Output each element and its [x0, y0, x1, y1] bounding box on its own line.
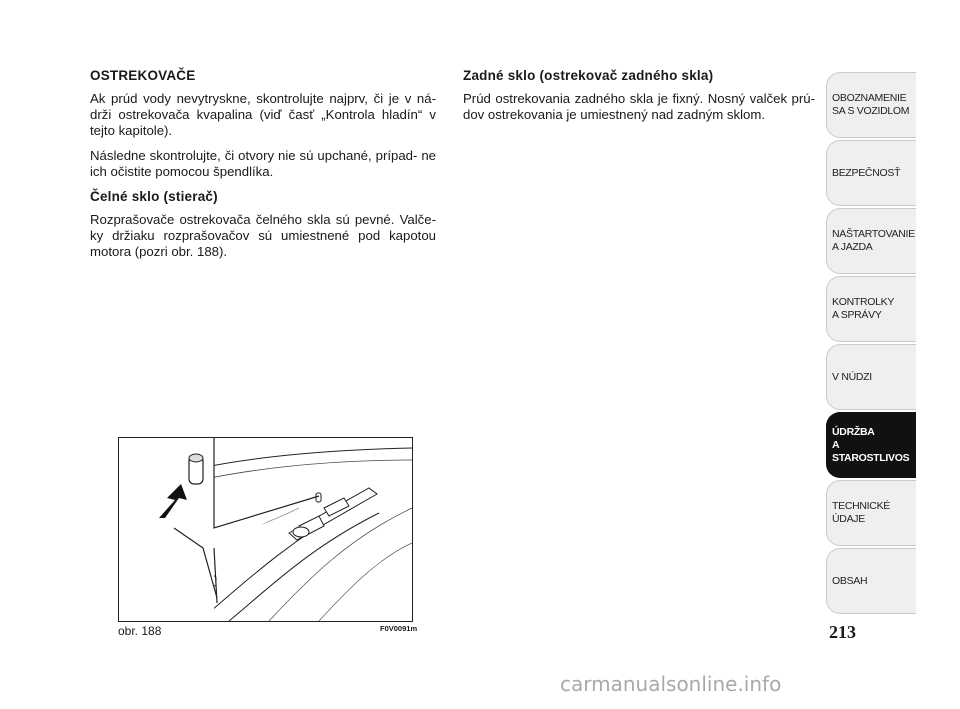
tab-label: ÚDRŽBA A STAROSTLIVOS	[832, 425, 910, 464]
subheading-rear-window: Zadné sklo (ostrekovač zadného skla)	[463, 68, 714, 83]
left-column	[90, 68, 436, 269]
page-number: 213	[829, 622, 856, 642]
tab-label: OBSAH	[832, 574, 868, 587]
tab-label: V NÚDZI	[832, 370, 872, 383]
chapter-tabs	[826, 72, 916, 616]
figure-code: F0V0091m	[380, 624, 418, 633]
paragraph-washer-check: Ak prúd vody nevytryskne, skontrolujte najprv, či je v ná- drži ostrekovača kvapalina (viď časť „Kontrola hladín“ v tejto kapitole).	[90, 91, 436, 138]
figure-caption: obr. 188	[118, 624, 162, 638]
tab-label: NAŠTARTOVANIE A JAZDA	[832, 228, 915, 253]
tab-v-nudzi[interactable]	[826, 344, 916, 410]
figure-188-illustration	[118, 437, 413, 622]
tab-label: TECHNICKÉ ÚDAJE	[832, 500, 890, 525]
tab-label: OBOZNAMENIE SA S VOZIDLOM	[832, 92, 910, 117]
tab-kontrolky[interactable]	[826, 276, 916, 342]
paragraph-nozzle-clean: Následne skontrolujte, či otvory nie sú upchané, prípad- ne ich očistite pomocou špendlíka.	[90, 148, 436, 179]
tab-obsah[interactable]	[826, 548, 916, 614]
paragraph-windscreen-jets: Rozprašovače ostrekovača čelného skla sú pevné. Valče- ky držiaku rozprašovačov sú umiestnené pod kapotou motora (pozri obr. 188).	[90, 212, 436, 259]
right-column	[463, 68, 815, 132]
tab-oboznamenie[interactable]	[826, 72, 916, 138]
tab-technicke-udaje[interactable]	[826, 480, 916, 546]
tab-udrzba-active[interactable]	[826, 412, 916, 478]
subheading-windscreen: Čelné sklo (stierač)	[90, 189, 218, 204]
tab-bezpecnost[interactable]	[826, 140, 916, 206]
section-heading-washers: OSTREKOVAČE	[90, 68, 196, 83]
paragraph-rear-window: Prúd ostrekovania zadného skla je fixný. Nosný valček prú- dov ostrekovania je umiestnený nad zadným sklom.	[463, 91, 815, 122]
tab-nastartovanie[interactable]	[826, 208, 916, 274]
tab-label: BEZPEČNOSŤ	[832, 166, 901, 179]
windscreen-washer-drawing	[119, 438, 412, 621]
watermark: carmanualsonline.info	[560, 672, 782, 696]
tab-label: KONTROLKY A SPRÁVY	[832, 296, 895, 321]
